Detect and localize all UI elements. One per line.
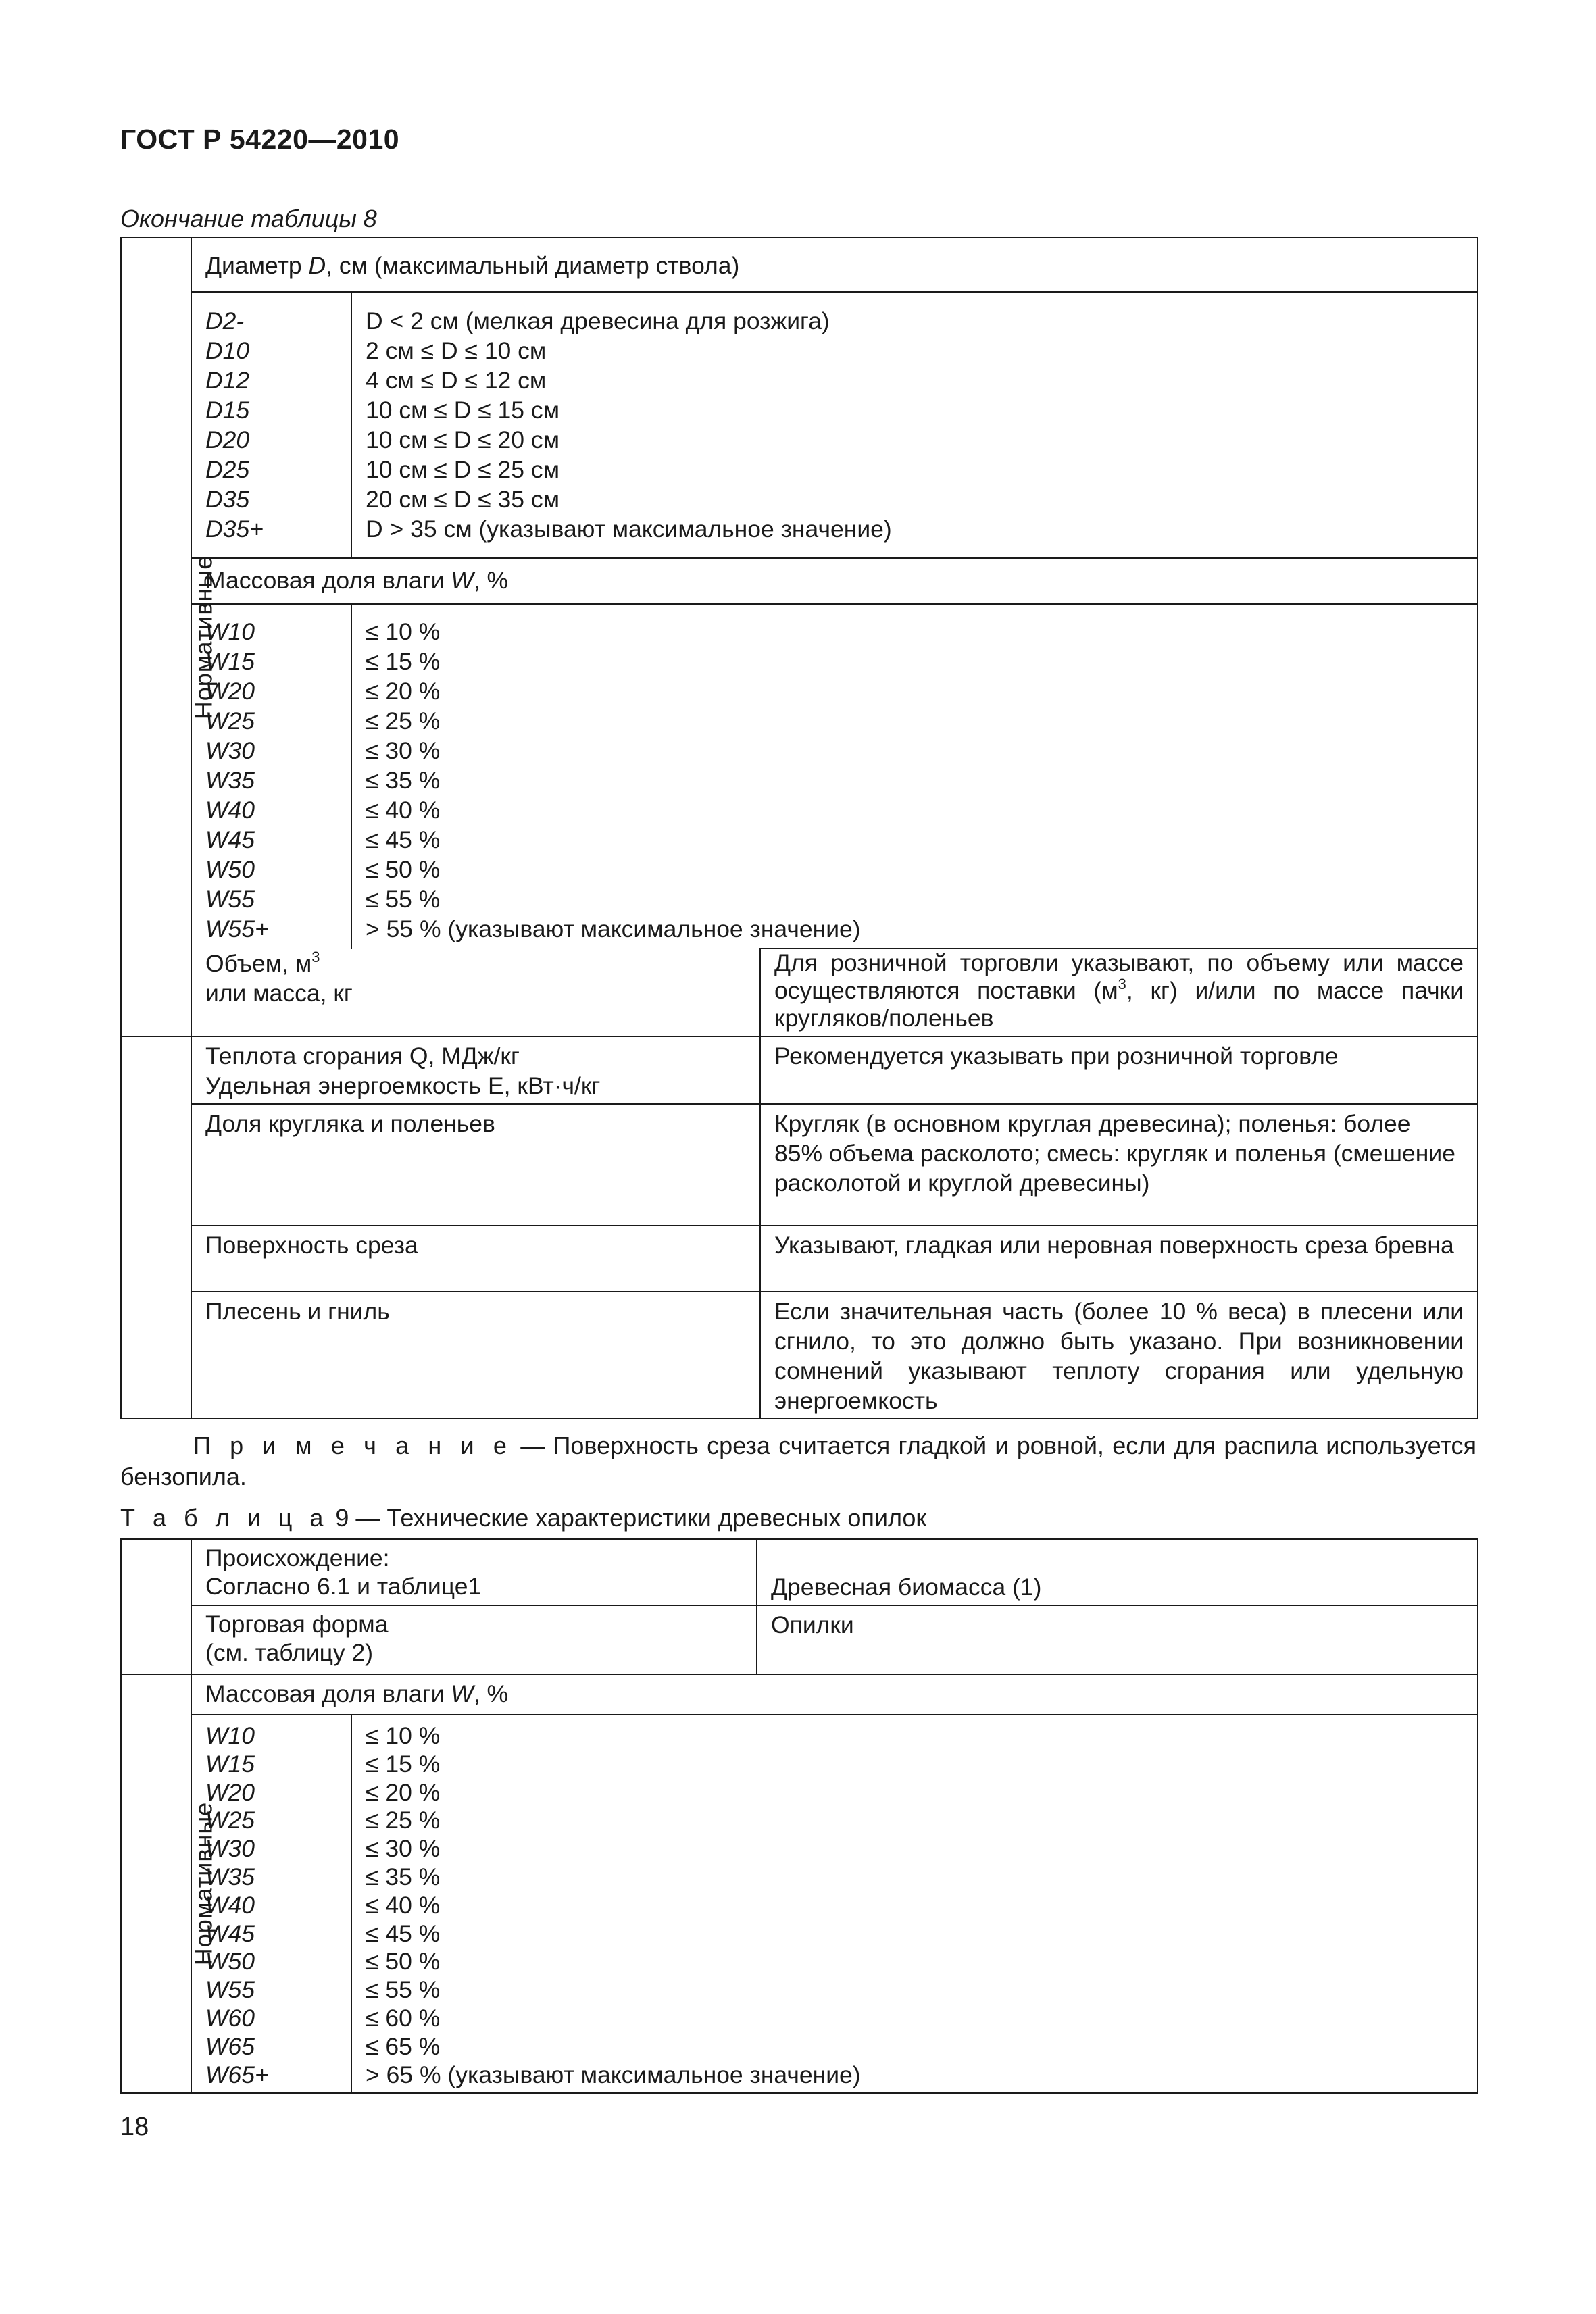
code-description: ≤ 10 % xyxy=(366,618,441,645)
code-item: W40 xyxy=(205,797,255,824)
code-description: ≤ 40 % xyxy=(366,1891,441,1919)
code-description: > 65 % (указывают максимальное значение) xyxy=(366,2061,861,2088)
code-description: ≤ 20 % xyxy=(366,678,441,705)
code-item: D10 xyxy=(205,337,250,364)
table9-side-top xyxy=(121,1539,191,1674)
code-description: ≤ 15 % xyxy=(366,1750,441,1778)
code-item: D35+ xyxy=(205,515,264,543)
code-item: W25 xyxy=(205,1807,255,1834)
code-description: ≤ 60 % xyxy=(366,2004,441,2032)
info-label-2: Поверхность среза xyxy=(191,1226,760,1292)
code-description: ≤ 35 % xyxy=(366,1863,441,1890)
t9-moisture-title: Массовая доля влаги W, % xyxy=(191,1674,1478,1715)
diameter-descriptions xyxy=(351,292,1478,558)
code-item: W65 xyxy=(205,2032,255,2060)
table8-note xyxy=(120,1430,1476,1492)
volume-description: Для розничной торговли указывают, по объему или массе осуществляются поставки ($м^3$, кг) и/или по массе пачки кругляков/поленьев xyxy=(760,949,1478,1036)
side-label: Нормативные xyxy=(189,1801,218,1966)
code-item: W55 xyxy=(205,1976,255,2004)
code-item: W50 xyxy=(205,856,255,883)
code-item: W15 xyxy=(205,1750,255,1778)
code-item: D15 xyxy=(205,397,250,424)
code-item: W30 xyxy=(205,737,255,764)
code-description: ≤ 25 % xyxy=(366,707,441,734)
document-header: ГОСТ Р 54220—2010 xyxy=(120,124,400,155)
code-item: W65+ xyxy=(205,2061,269,2088)
trade-form-label: Торговая форма (см. таблицу 2) xyxy=(191,1605,757,1674)
code-item: W20 xyxy=(205,1778,255,1806)
note-label: П р и м е ч а н и е xyxy=(193,1432,512,1459)
code-description: ≤ 45 % xyxy=(366,826,441,853)
code-item: D35 xyxy=(205,486,250,513)
diameter-title: Диаметр D, см (максимальный диаметр ствола) xyxy=(191,238,1478,292)
code-description: 2 см ≤ D ≤ 10 см xyxy=(366,337,547,364)
code-item: W25 xyxy=(205,707,255,734)
code-description: > 55 % (указывают максимальное значение) xyxy=(366,915,861,942)
code-description: 10 см ≤ D ≤ 15 см xyxy=(366,397,560,424)
code-item: W15 xyxy=(205,648,255,675)
table8-side-normative xyxy=(121,238,218,1036)
diameter-codes xyxy=(191,292,351,558)
code-item: W10 xyxy=(205,1722,255,1749)
page-number: 18 xyxy=(120,2113,149,2141)
code-description: 10 см ≤ D ≤ 25 см xyxy=(366,456,560,483)
info-desc-2: Указывают, гладкая или неровная поверхность среза бревна xyxy=(760,1226,1478,1292)
code-item: W55+ xyxy=(205,915,269,942)
code-description: 10 см ≤ D ≤ 20 см xyxy=(366,426,560,453)
info-desc-0: Рекомендуется указывать при розничной торговле xyxy=(760,1036,1478,1104)
code-description: D > 35 см (указывают максимальное значение) xyxy=(366,515,892,543)
volume-label: Объем, $м^3$ или масса, кг xyxy=(191,949,760,1036)
code-description: 4 см ≤ D ≤ 12 см xyxy=(366,367,547,394)
code-description: ≤ 35 % xyxy=(366,767,441,794)
code-item: W20 xyxy=(205,678,255,705)
code-description: ≤ 10 % xyxy=(366,1722,441,1749)
code-description: ≤ 50 % xyxy=(366,856,441,883)
code-description: ≤ 30 % xyxy=(366,737,441,764)
code-description: ≤ 50 % xyxy=(366,1948,441,1976)
origin-value: Древесная биомасса (1) xyxy=(757,1539,1478,1605)
code-item: W30 xyxy=(205,1835,255,1863)
code-item: D2- xyxy=(205,307,245,334)
info-label-0: Теплота сгорания Q, МДж/кг Удельная энергоемкость E, кВт·ч/кг xyxy=(191,1036,760,1104)
code-item: W10 xyxy=(205,618,255,645)
code-item: W40 xyxy=(205,1891,255,1919)
code-description: ≤ 30 % xyxy=(366,1835,441,1863)
info-label-3: Плесень и гниль xyxy=(191,1292,760,1419)
table8-side-informative xyxy=(121,1036,191,1419)
moisture-descriptions xyxy=(351,604,1478,949)
code-item: W50 xyxy=(205,1948,255,1976)
moisture-title: Массовая доля влаги W, % xyxy=(191,558,1478,604)
code-description: ≤ 55 % xyxy=(366,1976,441,2004)
code-item: W45 xyxy=(205,1919,255,1947)
code-description: ≤ 40 % xyxy=(366,797,441,824)
code-item: W35 xyxy=(205,767,255,794)
code-description: ≤ 25 % xyxy=(366,1807,441,1834)
table9-side-normative xyxy=(121,1674,218,2093)
code-item: W45 xyxy=(205,826,255,853)
code-description: ≤ 45 % xyxy=(366,1919,441,1947)
code-description: ≤ 15 % xyxy=(366,648,441,675)
code-description: 20 см ≤ D ≤ 35 см xyxy=(366,486,560,513)
code-item: W60 xyxy=(205,2004,255,2032)
origin-label: Происхождение: Согласно 6.1 и таблице1 xyxy=(191,1539,757,1605)
side-label: Нормативные xyxy=(189,555,218,720)
code-item: D25 xyxy=(205,456,250,483)
table9-caption: Т а б л и ц а 9 — Технические характеристики древесных опилок xyxy=(120,1504,927,1532)
info-label-1: Доля кругляка и поленьев xyxy=(191,1104,760,1226)
t9-moisture-descriptions xyxy=(351,1715,1478,2093)
table8 xyxy=(120,237,1478,1419)
code-item: D20 xyxy=(205,426,250,453)
note-text: — Поверхность среза считается гладкой и ровной, если для распила используется бензопила. xyxy=(120,1432,1477,1490)
table9 xyxy=(120,1538,1478,2094)
code-item: W35 xyxy=(205,1863,255,1890)
trade-form-value: Опилки xyxy=(757,1605,1478,1674)
code-item: D12 xyxy=(205,367,250,394)
info-desc-3: Если значительная часть (более 10 % веса) в плесени или сгнило, то это должно быть указано. При возникновении сомнений указывают теплоту сгорания или удельную энергоемкость xyxy=(760,1292,1478,1419)
code-description: ≤ 65 % xyxy=(366,2032,441,2060)
table8-caption: Окончание таблицы 8 xyxy=(120,205,377,232)
code-description: ≤ 55 % xyxy=(366,886,441,913)
code-item: W55 xyxy=(205,886,255,913)
code-description: ≤ 20 % xyxy=(366,1778,441,1806)
code-description: D < 2 см (мелкая древесина для розжига) xyxy=(366,307,830,334)
info-desc-1: Кругляк (в основном круглая древесина); поленья: более 85% объема расколото; смесь: кругляк и поленья (смешение расколотой и круглой древесины) xyxy=(760,1104,1478,1226)
